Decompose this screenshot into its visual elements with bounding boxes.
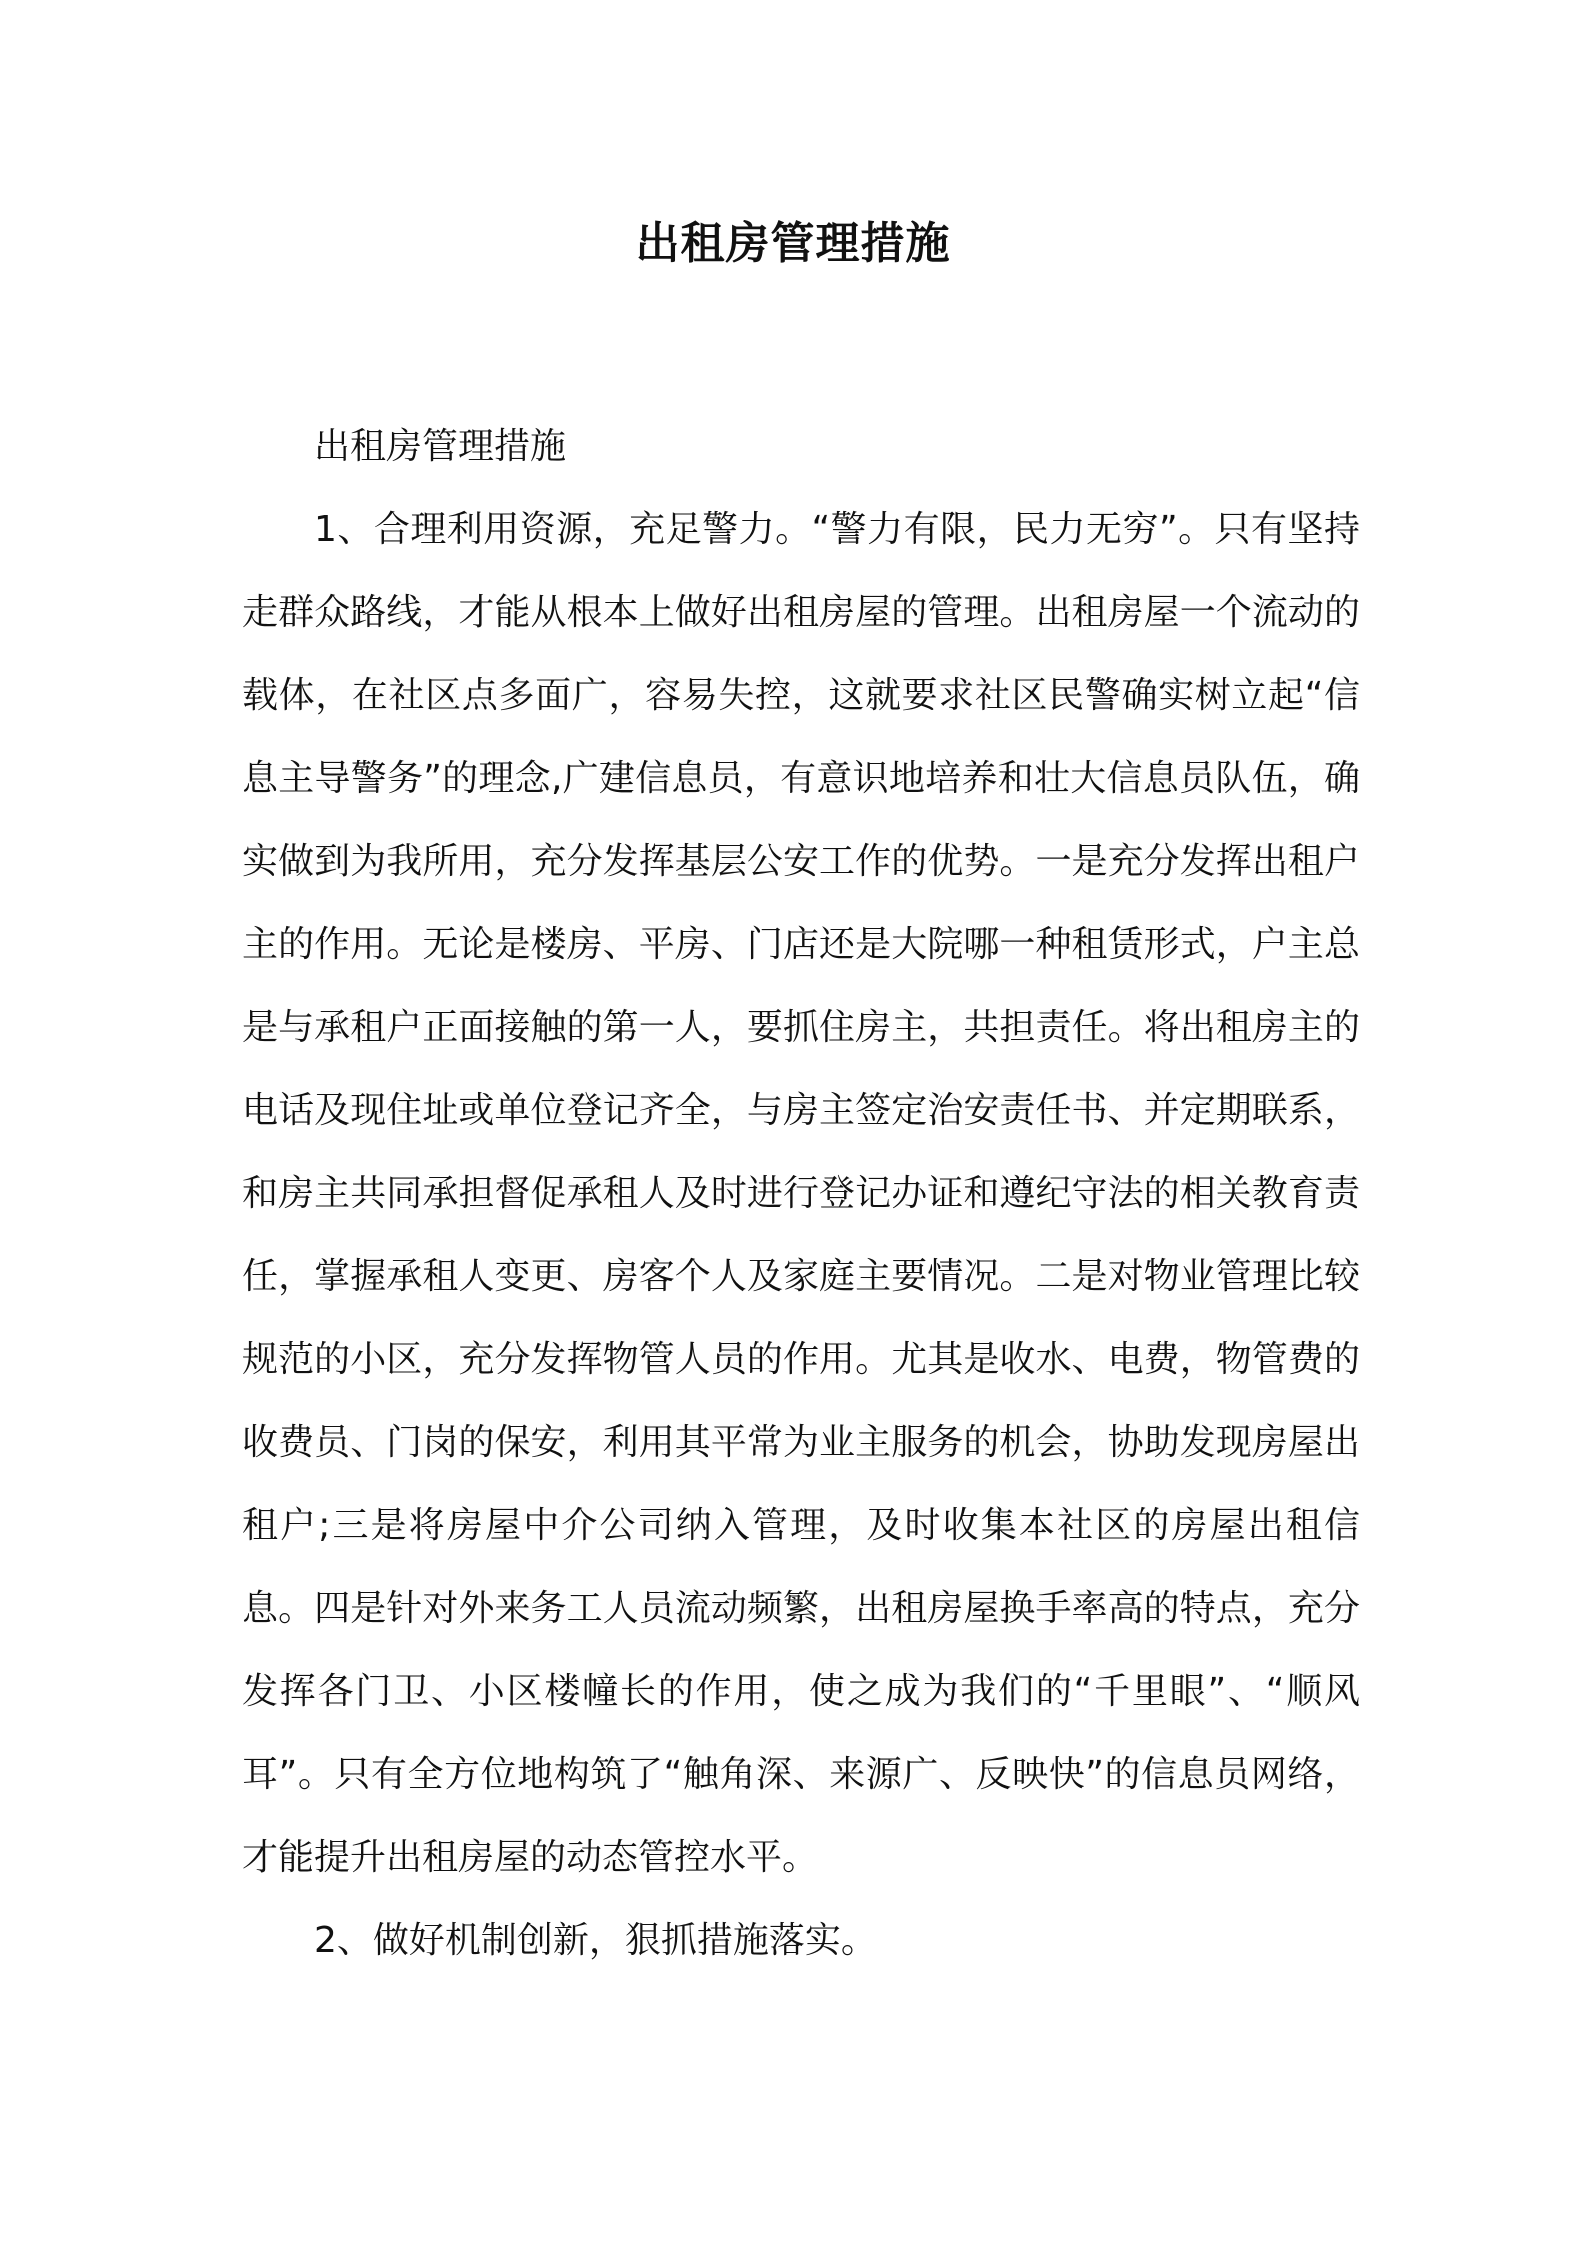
paragraph-subtitle: 出租房管理措施 [314,426,567,467]
paragraph-section-1: 1、合理利用资源，充足警力。“警力有限，民力无穷”。只有坚持走群众路线，才能从根本上做好出租房屋的管理。出租房屋一个流动的载体，在社区点多面广，容易失控，这就要求社区民警确实树立起“信息主导警务”的理念,广建信息员，有意识地培养和壮大信息员队伍，确实做到为我所用，充分发挥基层公安工作的优势。一是充分发挥出租户主的作用。无论是楼房、平房、门店还是大院哪一种租赁形式，户主总是与承租户正面接触的第一人，要抓住房主，共担责任。将出租房主的电话及现住址或单位登记齐全，与房主签定治安责任书、并定期联系，和房主共同承担督促承租人及时进行登记办证和遵纪守法的相关教育责任，掌握承租人变更、房客个人及家庭主要情况。二是对物业管理比较规范的小区，充分发挥物管人员的作用。尤其是收水、电费，物管费的收费员、门岗的保安，利用其平常为业主服务的机会，协助发现房屋出租户;三是将房屋中介公司纳入管理，及时收集本社区的房屋出租信息。四是针对外来务工人员流动频繁，出租房屋换手率高的特点，充分发挥各门卫、小区楼幢长的作用，使之成为我们的“千里眼”、“顺风耳”。只有全方位地构筑了“触角深、来源广、反映快”的信息员网络，才能提升出租房屋的动态管控水平。 [242,509,1360,1878]
document-title: 出租房管理措施 [635,218,951,269]
document-body [242,405,1360,1982]
paragraph-section-2: 2、做好机制创新，狠抓措施落实。 [314,1920,877,1961]
